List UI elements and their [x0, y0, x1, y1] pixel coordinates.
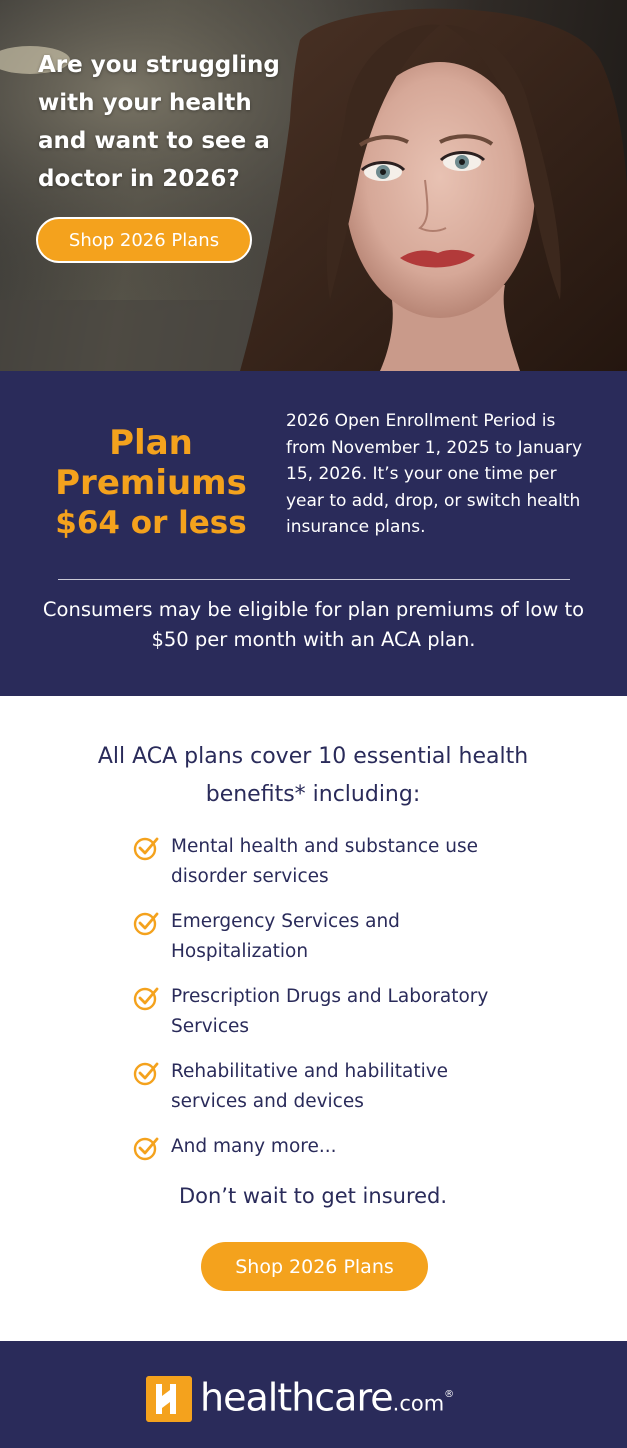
premium-eligibility-note: Consumers may be eligible for plan premiums of low to $50 per month with an ACA plan.	[42, 598, 585, 651]
benefit-label: Prescription Drugs and Laboratory Services	[171, 986, 489, 1037]
shop-plans-button-bottom[interactable]: Shop 2026 Plans	[201, 1242, 428, 1291]
premium-headline-price: $64 or less	[55, 505, 247, 541]
footer	[0, 1341, 627, 1448]
healthcare-logo-mark-icon	[146, 1376, 192, 1422]
check-icon	[133, 910, 159, 936]
benefit-item	[133, 1132, 513, 1162]
check-icon	[133, 1135, 159, 1161]
premium-headline	[40, 423, 262, 543]
benefit-label: Emergency Services and Hospitalization	[171, 911, 400, 962]
check-icon	[133, 1060, 159, 1086]
hero-headline: Are you struggling with your health and want to see a doctor in 2026?	[38, 52, 280, 192]
benefits-tagline: Don’t wait to get insured.	[178, 1184, 448, 1208]
healthcare-logo-wordmark	[200, 1372, 454, 1427]
logo-registered: ®	[444, 1389, 455, 1400]
healthcare-logo[interactable]	[146, 1372, 454, 1427]
benefit-label: Mental health and substance use disorder services	[171, 836, 479, 887]
premium-headline-line-1: Plan	[109, 423, 193, 463]
hero-copy	[38, 46, 298, 198]
benefit-label: And many more...	[171, 1136, 337, 1157]
benefit-item	[133, 832, 513, 892]
benefit-item	[133, 1057, 513, 1117]
logo-word: healthcare	[200, 1375, 393, 1420]
benefit-item	[133, 982, 513, 1042]
logo-suffix: .com	[392, 1391, 445, 1416]
benefit-item	[133, 907, 513, 967]
premium-band	[0, 371, 627, 696]
benefits-section	[0, 696, 627, 1341]
shop-plans-button-hero[interactable]: Shop 2026 Plans	[36, 217, 252, 263]
hero-banner	[0, 0, 627, 371]
enrollment-period-text: 2026 Open Enrollment Period is from November 1, 2025 to January 15, 2026. It’s your one time per year to add, drop, or switch health insurance plans.	[286, 411, 583, 537]
check-icon	[133, 835, 159, 861]
premium-headline-line-2: Premiums	[55, 463, 247, 503]
benefit-label: Rehabilitative and habilitative services and devices	[171, 1061, 449, 1112]
benefits-title: All ACA plans cover 10 essential health benefits* including:	[97, 744, 529, 807]
check-icon	[133, 985, 159, 1011]
premium-divider	[58, 579, 570, 580]
